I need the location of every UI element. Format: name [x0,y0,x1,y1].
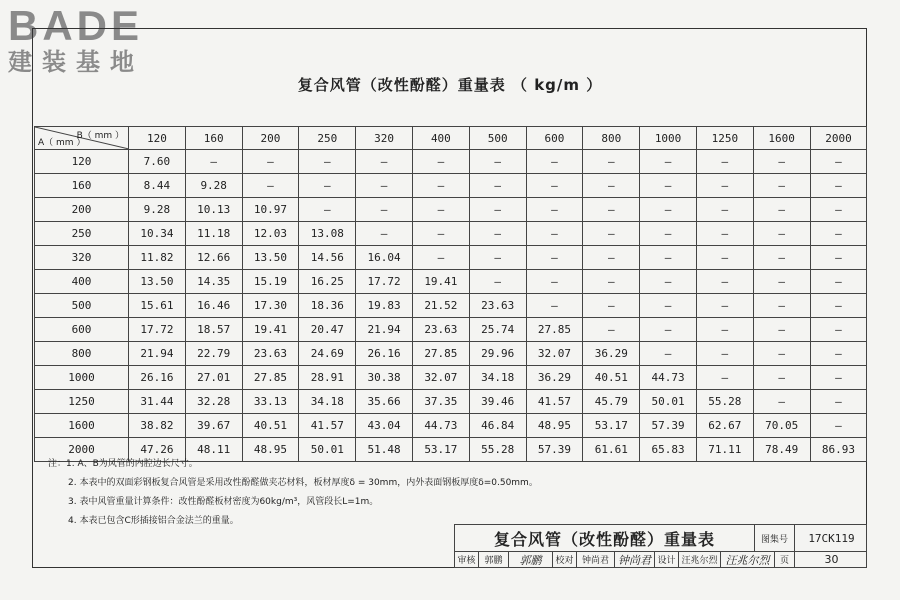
row-header-cell: 250 [35,222,129,246]
table-cell: — [526,150,583,174]
table-cell: 46.84 [469,414,526,438]
table-row [35,366,867,390]
table-cell: — [412,246,469,270]
table-cell: — [753,342,810,366]
title-block [454,524,867,568]
table-cell: 11.82 [129,246,186,270]
table-cell: 22.79 [185,342,242,366]
row-header-cell: 160 [35,174,129,198]
table-cell: — [299,198,356,222]
col-header-cell: 250 [299,127,356,150]
atlas-number: 17CK119 [808,531,855,545]
table-cell: 20.47 [299,318,356,342]
table-cell: — [185,150,242,174]
table-cell: 10.13 [185,198,242,222]
table-cell: 24.69 [299,342,356,366]
table-cell: 23.63 [412,318,469,342]
table-cell: — [696,246,753,270]
note-line: 2. 本表中的双面彩钢板复合风管是采用改性酚醛做夹芯材料，板材厚度δ = 30mm，内外表面钢板厚度δ=0.50mm。 [68,478,538,488]
table-cell: 50.01 [640,390,697,414]
table-cell: — [640,270,697,294]
table-cell: 62.67 [696,414,753,438]
table-cell: — [696,270,753,294]
table-cell: — [356,198,413,222]
table-cell: 39.67 [185,414,242,438]
table-cell: — [583,246,640,270]
checker-signature: 钟尚君 [615,551,655,568]
table-cell: 40.51 [583,366,640,390]
logo-text-en: BADE [8,2,144,49]
table-cell: 27.01 [185,366,242,390]
row-header-cell: 2000 [35,438,129,462]
table-cell: — [810,198,867,222]
atlas-label: 图集号 [755,525,795,551]
table-cell: 12.66 [185,246,242,270]
table-cell: 34.18 [299,390,356,414]
table-row [35,414,867,438]
table-cell: 10.34 [129,222,186,246]
table-cell: — [640,198,697,222]
table-cell: — [526,198,583,222]
table-cell: — [640,294,697,318]
note-line: 3. 表中风管重量计算条件：改性酚醛板材密度为60kg/m³，风管段长L=1m。 [68,497,379,507]
table-cell: 21.52 [412,294,469,318]
table-cell: 71.11 [696,438,753,462]
table-cell: 36.29 [583,342,640,366]
table-cell: 30.38 [356,366,413,390]
table-cell: 51.48 [356,438,413,462]
table-cell: — [753,246,810,270]
col-axis-label: B（ mm ） [76,131,124,141]
table-cell: — [526,270,583,294]
row-header-cell: 320 [35,246,129,270]
notes-block [48,455,538,531]
col-header-cell: 400 [412,127,469,150]
table-cell: 32.07 [412,366,469,390]
table-cell: 19.41 [242,318,299,342]
col-header-cell: 2000 [810,127,867,150]
table-row [35,198,867,222]
table-cell: — [640,150,697,174]
table-cell: 41.57 [299,414,356,438]
table-cell: — [753,366,810,390]
table-cell: — [583,150,640,174]
reviewer-name: 郭鹏 [479,551,509,568]
table-cell: — [753,390,810,414]
table-cell: — [526,294,583,318]
table-cell: 45.79 [583,390,640,414]
table-cell: — [753,150,810,174]
row-header-cell: 1250 [35,390,129,414]
checker-name: 钟尚君 [577,551,615,568]
table-cell: 32.28 [185,390,242,414]
table-cell: — [299,174,356,198]
table-cell: 41.57 [526,390,583,414]
col-header-cell: 1250 [696,127,753,150]
table-cell: — [412,222,469,246]
drawing-title: 复合风管（改性酚醛）重量表 [455,525,755,551]
table-cell: — [412,198,469,222]
table-cell: — [640,342,697,366]
designer-signature: 汪兆尔烈 [721,551,775,568]
row-header-cell: 200 [35,198,129,222]
table-cell: — [810,294,867,318]
table-cell: 8.44 [129,174,186,198]
table-cell: — [753,198,810,222]
table-cell: 39.46 [469,390,526,414]
table-cell: 43.04 [356,414,413,438]
table-cell: 27.85 [242,366,299,390]
table-cell: — [469,150,526,174]
table-cell: — [356,150,413,174]
table-cell: 53.17 [583,414,640,438]
col-header-cell: 600 [526,127,583,150]
table-cell: — [412,150,469,174]
table-cell: 57.39 [526,438,583,462]
table-cell: 19.83 [356,294,413,318]
table-cell: 50.01 [299,438,356,462]
table-cell: 17.30 [242,294,299,318]
table-cell: 17.72 [356,270,413,294]
table-row [35,294,867,318]
table-cell: 31.44 [129,390,186,414]
table-cell: — [810,246,867,270]
table-cell: — [810,366,867,390]
check-label: 校对 [553,551,577,568]
table-cell: — [810,342,867,366]
table-row [35,342,867,366]
table-cell: 48.95 [526,414,583,438]
table-cell: — [526,246,583,270]
table-cell: — [242,174,299,198]
table-cell: — [640,318,697,342]
table-title: 复合风管（改性酚醛）重量表 （ kg/m ） [297,76,603,94]
col-header-cell: 120 [129,127,186,150]
table-cell: — [299,150,356,174]
table-cell: 9.28 [129,198,186,222]
table-cell: 78.49 [753,438,810,462]
table-cell: 25.74 [469,318,526,342]
design-label: 设计 [655,551,679,568]
table-row [35,318,867,342]
note-line: 4. 本表已包含C形插接铝合金法兰的重量。 [68,516,239,526]
table-cell: 23.63 [469,294,526,318]
table-cell: — [469,246,526,270]
table-cell: — [696,366,753,390]
table-cell: — [696,294,753,318]
table-cell: — [753,270,810,294]
note-line: 注：1. A、B为风管的内腔边长尺寸。 [48,459,198,469]
table-row [35,174,867,198]
table-cell: — [412,174,469,198]
weight-table [34,126,867,462]
col-header-cell: 200 [242,127,299,150]
table-cell: 13.50 [129,270,186,294]
table-cell: — [810,390,867,414]
table-cell: — [753,318,810,342]
table-cell: 86.93 [810,438,867,462]
table-cell: 17.72 [129,318,186,342]
table-cell: 10.97 [242,198,299,222]
table-cell: 29.96 [469,342,526,366]
table-cell: 44.73 [412,414,469,438]
table-cell: 14.35 [185,270,242,294]
table-cell: 26.16 [129,366,186,390]
table-cell: — [526,174,583,198]
table-cell: 48.11 [185,438,242,462]
page-label: 页 [775,551,795,568]
table-cell: — [583,318,640,342]
table-cell: 11.18 [185,222,242,246]
table-cell: 18.36 [299,294,356,318]
table-cell: 15.61 [129,294,186,318]
table-cell: — [242,150,299,174]
table-cell: 14.56 [299,246,356,270]
table-cell: — [753,174,810,198]
table-cell: 27.85 [412,342,469,366]
table-cell: 21.94 [356,318,413,342]
col-header-cell: 160 [185,127,242,150]
designer-name: 汪兆尔烈 [679,551,721,568]
table-cell: 35.66 [356,390,413,414]
table-cell: 47.26 [129,438,186,462]
row-header-cell: 400 [35,270,129,294]
table-row [35,222,867,246]
table-cell: 48.95 [242,438,299,462]
table-cell: — [640,246,697,270]
table-cell: 37.35 [412,390,469,414]
table-cell: — [469,270,526,294]
table-row [35,246,867,270]
table-cell: 33.13 [242,390,299,414]
col-header-cell: 800 [583,127,640,150]
table-cell: — [583,270,640,294]
table-cell: — [753,294,810,318]
table-cell: — [810,414,867,438]
row-header-cell: 120 [35,150,129,174]
table-cell: — [696,222,753,246]
table-cell: 13.50 [242,246,299,270]
table-cell: 55.28 [469,438,526,462]
logo-text-cn: 建装基地 [8,48,144,76]
table-cell: 27.85 [526,318,583,342]
col-header-cell: 1600 [753,127,810,150]
table-cell: — [583,294,640,318]
table-cell: 9.28 [185,174,242,198]
table-cell: 44.73 [640,366,697,390]
table-cell: 15.19 [242,270,299,294]
table-cell: 32.07 [526,342,583,366]
col-header-cell: 500 [469,127,526,150]
review-label: 审核 [455,551,479,568]
table-cell: — [810,150,867,174]
table-cell: 34.18 [469,366,526,390]
col-header-cell: 320 [356,127,413,150]
table-cell: — [469,198,526,222]
row-header-cell: 600 [35,318,129,342]
table-cell: 70.05 [753,414,810,438]
row-header-cell: 1600 [35,414,129,438]
table-cell: — [810,174,867,198]
table-cell: — [696,198,753,222]
table-cell: 38.82 [129,414,186,438]
table-cell: — [696,318,753,342]
table-cell: 13.08 [299,222,356,246]
reviewer-signature: 郭鹏 [509,551,553,568]
table-cell: 61.61 [583,438,640,462]
row-axis-label: A（ mm ） [38,138,86,148]
table-header-row [35,127,867,150]
table-cell: 7.60 [129,150,186,174]
table-row [35,150,867,174]
table-cell: 28.91 [299,366,356,390]
row-header-cell: 800 [35,342,129,366]
row-header-cell: 500 [35,294,129,318]
table-cell: 21.94 [129,342,186,366]
table-cell: 16.46 [185,294,242,318]
table-cell: — [583,222,640,246]
table-cell: — [810,270,867,294]
table-cell: — [469,174,526,198]
table-row [35,390,867,414]
table-cell: — [810,318,867,342]
table-cell: 65.83 [640,438,697,462]
table-cell: — [696,174,753,198]
table-cell: 18.57 [185,318,242,342]
table-cell: 12.03 [242,222,299,246]
col-header-cell: 1000 [640,127,697,150]
table-cell: 36.29 [526,366,583,390]
table-cell: — [696,150,753,174]
corner-header-cell [35,127,129,150]
table-cell: — [583,174,640,198]
table-cell: 16.04 [356,246,413,270]
table-cell: 23.63 [242,342,299,366]
table-cell: — [526,222,583,246]
table-cell: — [356,222,413,246]
table-cell: 16.25 [299,270,356,294]
table-cell: 53.17 [412,438,469,462]
page-number: 30 [824,553,839,566]
table-cell: — [640,222,697,246]
table-cell: — [469,222,526,246]
table-cell: — [640,174,697,198]
table-cell: 57.39 [640,414,697,438]
row-header-cell: 1000 [35,366,129,390]
table-cell: 55.28 [696,390,753,414]
table-cell: — [356,174,413,198]
table-row [35,270,867,294]
table-cell: 40.51 [242,414,299,438]
table-cell: — [583,198,640,222]
table-cell: — [810,222,867,246]
table-cell: 19.41 [412,270,469,294]
table-cell: 26.16 [356,342,413,366]
table-cell: — [696,342,753,366]
table-cell: — [753,222,810,246]
